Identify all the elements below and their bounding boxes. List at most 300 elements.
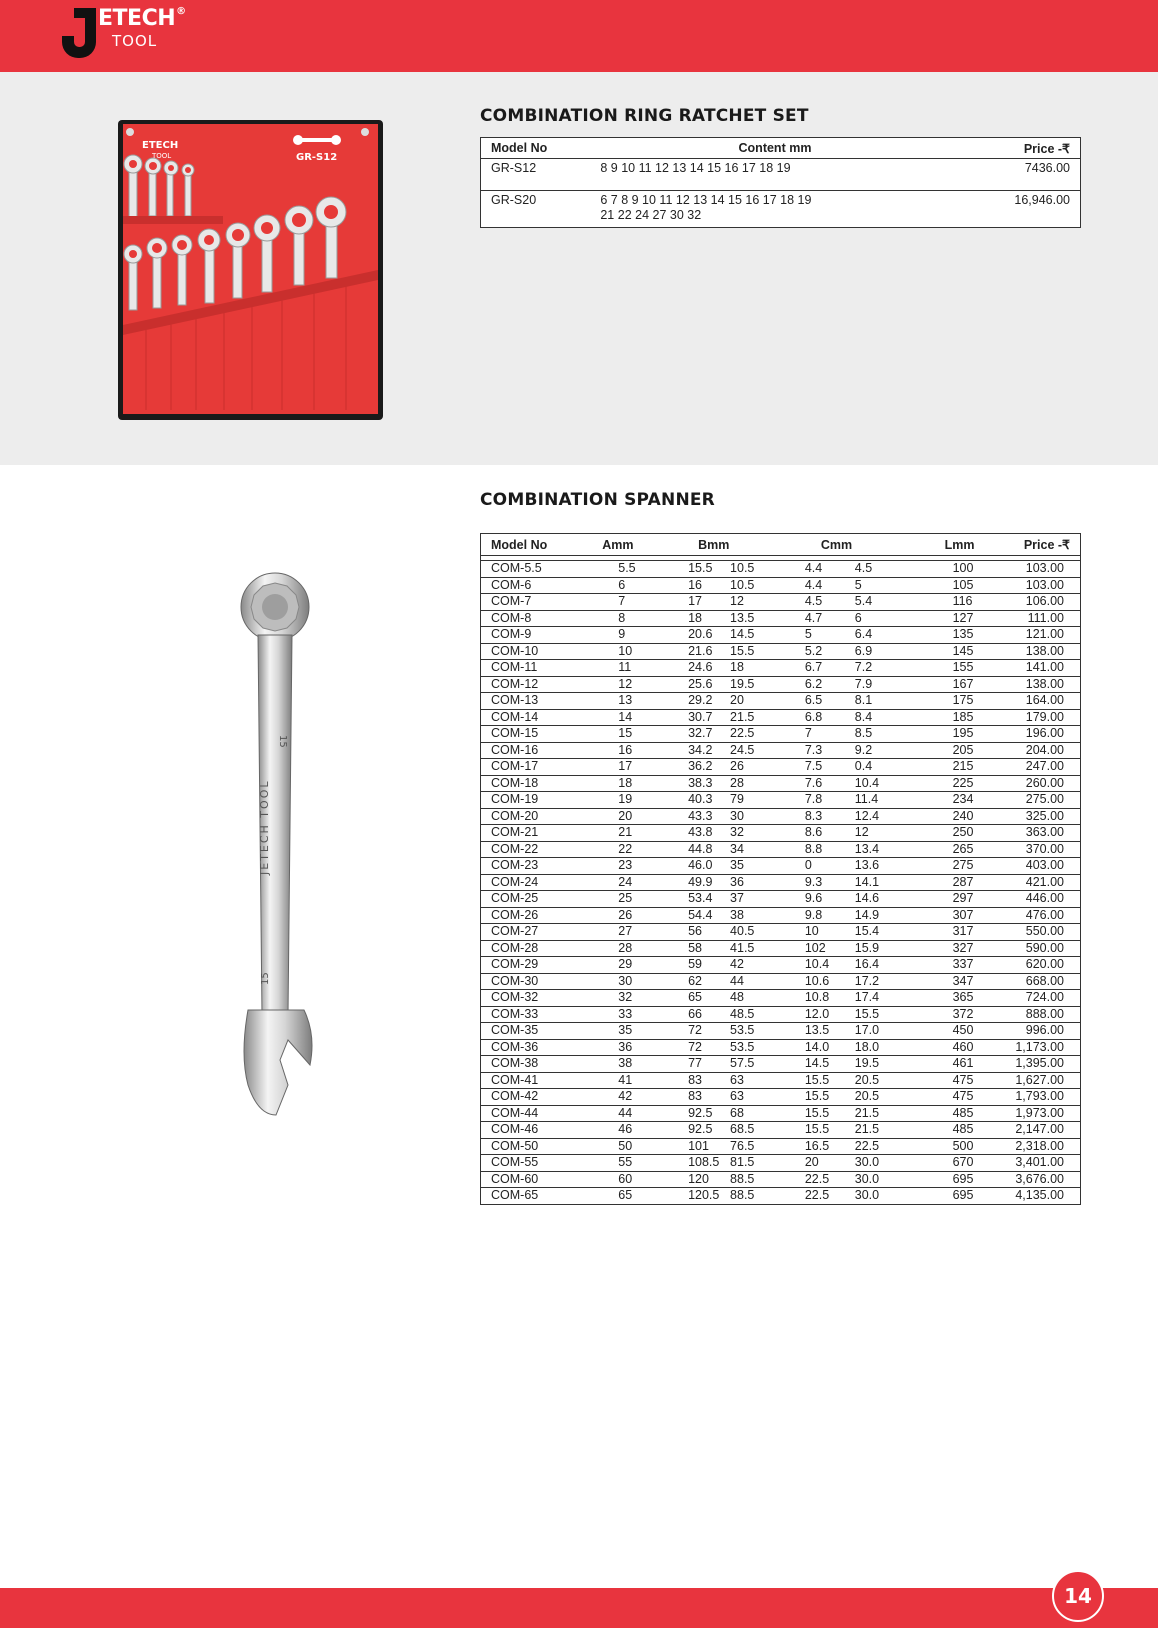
b2-cell: 34 — [724, 841, 801, 858]
b1-cell: 101 — [678, 1138, 724, 1155]
b1-cell: 38.3 — [678, 775, 724, 792]
c1-cell: 7.5 — [801, 759, 845, 776]
table-row — [481, 627, 1081, 644]
b2-cell: 42 — [724, 957, 801, 974]
c2-cell: 20.5 — [845, 1089, 925, 1106]
b2-cell: 57.5 — [724, 1056, 801, 1073]
price-cell: 1,973.00 — [995, 1105, 1081, 1122]
b2-cell: 24.5 — [724, 742, 801, 759]
l-cell: 372 — [925, 1006, 995, 1023]
c1-cell: 14.0 — [801, 1039, 845, 1056]
model-cell: COM-65 — [481, 1188, 599, 1205]
c1-cell: 4.7 — [801, 610, 845, 627]
col-c-header: Cmm — [801, 534, 925, 556]
price-cell: 2,318.00 — [995, 1138, 1081, 1155]
a-cell: 6 — [598, 577, 678, 594]
b2-cell: 15.5 — [724, 643, 801, 660]
brand-name: ETECH® — [98, 6, 186, 31]
l-cell: 475 — [925, 1072, 995, 1089]
b1-cell: 77 — [678, 1056, 724, 1073]
table-row — [481, 792, 1081, 809]
table-row — [481, 1072, 1081, 1089]
model-cell: COM-55 — [481, 1155, 599, 1172]
b1-cell: 25.6 — [678, 676, 724, 693]
table-row — [481, 1023, 1081, 1040]
l-cell: 307 — [925, 907, 995, 924]
price-cell: 668.00 — [995, 973, 1081, 990]
b2-cell: 13.5 — [724, 610, 801, 627]
model-cell: COM-7 — [481, 594, 599, 611]
l-cell: 116 — [925, 594, 995, 611]
col-model-header: Model No — [481, 534, 599, 556]
model-cell: COM-46 — [481, 1122, 599, 1139]
c1-cell: 20 — [801, 1155, 845, 1172]
l-cell: 167 — [925, 676, 995, 693]
b1-cell: 49.9 — [678, 874, 724, 891]
c2-cell: 6.4 — [845, 627, 925, 644]
c1-cell: 6.8 — [801, 709, 845, 726]
price-cell: 325.00 — [995, 808, 1081, 825]
b2-cell: 32 — [724, 825, 801, 842]
model-cell: COM-17 — [481, 759, 599, 776]
c2-cell: 20.5 — [845, 1072, 925, 1089]
c1-cell: 22.5 — [801, 1171, 845, 1188]
a-cell: 19 — [598, 792, 678, 809]
b1-cell: 20.6 — [678, 627, 724, 644]
c1-cell: 15.5 — [801, 1105, 845, 1122]
b2-cell: 19.5 — [724, 676, 801, 693]
price-cell: 260.00 — [995, 775, 1081, 792]
b2-cell: 68.5 — [724, 1122, 801, 1139]
a-cell: 25 — [598, 891, 678, 908]
c1-cell: 8.8 — [801, 841, 845, 858]
b1-cell: 65 — [678, 990, 724, 1007]
model-cell: COM-5.5 — [481, 561, 599, 578]
model-cell: COM-21 — [481, 825, 599, 842]
model-cell: COM-38 — [481, 1056, 599, 1073]
b2-cell: 20 — [724, 693, 801, 710]
a-cell: 10 — [598, 643, 678, 660]
a-cell: 28 — [598, 940, 678, 957]
c1-cell: 10.4 — [801, 957, 845, 974]
l-cell: 475 — [925, 1089, 995, 1106]
a-cell: 9 — [598, 627, 678, 644]
price-cell: 370.00 — [995, 841, 1081, 858]
b1-cell: 44.8 — [678, 841, 724, 858]
price-cell: 138.00 — [995, 676, 1081, 693]
b2-cell: 36 — [724, 874, 801, 891]
b1-cell: 43.8 — [678, 825, 724, 842]
table-row — [481, 643, 1081, 660]
content-line: 8 9 10 11 12 13 14 15 16 17 18 19 — [600, 161, 791, 175]
a-cell: 11 — [598, 660, 678, 677]
table-row — [481, 709, 1081, 726]
a-cell: 44 — [598, 1105, 678, 1122]
l-cell: 234 — [925, 792, 995, 809]
table-row — [481, 775, 1081, 792]
b2-cell: 88.5 — [724, 1188, 801, 1205]
table-row — [481, 1056, 1081, 1073]
content-line: 6 7 8 9 10 11 12 13 14 15 16 17 18 19 — [600, 193, 812, 207]
spanner-title: COMBINATION SPANNER — [480, 490, 715, 510]
price-cell: 141.00 — [995, 660, 1081, 677]
table-row — [481, 940, 1081, 957]
c2-cell: 10.4 — [845, 775, 925, 792]
l-cell: 365 — [925, 990, 995, 1007]
spanner-image — [218, 555, 328, 1125]
model-cell: COM-25 — [481, 891, 599, 908]
footer-bar — [0, 1588, 1158, 1628]
b1-cell: 56 — [678, 924, 724, 941]
table-row — [481, 660, 1081, 677]
c2-cell: 9.2 — [845, 742, 925, 759]
l-cell: 185 — [925, 709, 995, 726]
price-cell: 103.00 — [995, 561, 1081, 578]
b1-cell: 24.6 — [678, 660, 724, 677]
c2-cell: 21.5 — [845, 1122, 925, 1139]
b2-cell: 53.5 — [724, 1039, 801, 1056]
col-content-header: Content mm — [590, 138, 959, 159]
a-cell: 27 — [598, 924, 678, 941]
b1-cell: 59 — [678, 957, 724, 974]
price-cell: 3,401.00 — [995, 1155, 1081, 1172]
model-cell: COM-20 — [481, 808, 599, 825]
a-cell: 42 — [598, 1089, 678, 1106]
b1-cell: 66 — [678, 1006, 724, 1023]
price-cell: 403.00 — [995, 858, 1081, 875]
c1-cell: 12.0 — [801, 1006, 845, 1023]
model-cell: COM-26 — [481, 907, 599, 924]
model-cell: COM-35 — [481, 1023, 599, 1040]
c1-cell: 4.5 — [801, 594, 845, 611]
content-cell — [590, 191, 959, 228]
b2-cell: 10.5 — [724, 577, 801, 594]
c2-cell: 6.9 — [845, 643, 925, 660]
b2-cell: 18 — [724, 660, 801, 677]
c2-cell: 4.5 — [845, 561, 925, 578]
b1-cell: 40.3 — [678, 792, 724, 809]
b1-cell: 15.5 — [678, 561, 724, 578]
b1-cell: 43.3 — [678, 808, 724, 825]
c1-cell: 15.5 — [801, 1122, 845, 1139]
spanner-table — [480, 533, 1081, 1205]
a-cell: 33 — [598, 1006, 678, 1023]
price-cell: 204.00 — [995, 742, 1081, 759]
price-cell: 550.00 — [995, 924, 1081, 941]
model-cell: COM-13 — [481, 693, 599, 710]
c1-cell: 5 — [801, 627, 845, 644]
table-row — [481, 594, 1081, 611]
price-cell: 275.00 — [995, 792, 1081, 809]
model-cell: COM-11 — [481, 660, 599, 677]
c2-cell: 8.5 — [845, 726, 925, 743]
price-cell: 4,135.00 — [995, 1188, 1081, 1205]
c1-cell: 0 — [801, 858, 845, 875]
c2-cell: 19.5 — [845, 1056, 925, 1073]
c2-cell: 17.4 — [845, 990, 925, 1007]
l-cell: 317 — [925, 924, 995, 941]
a-cell: 55 — [598, 1155, 678, 1172]
a-cell: 65 — [598, 1188, 678, 1205]
c1-cell: 6.2 — [801, 676, 845, 693]
table-row — [481, 924, 1081, 941]
c1-cell: 10 — [801, 924, 845, 941]
price-cell: 446.00 — [995, 891, 1081, 908]
c1-cell: 15.5 — [801, 1072, 845, 1089]
b1-cell: 54.4 — [678, 907, 724, 924]
table-header-row — [481, 534, 1081, 556]
c2-cell: 8.1 — [845, 693, 925, 710]
c2-cell: 13.4 — [845, 841, 925, 858]
c1-cell: 102 — [801, 940, 845, 957]
b1-cell: 58 — [678, 940, 724, 957]
c1-cell: 7.6 — [801, 775, 845, 792]
model-cell: COM-36 — [481, 1039, 599, 1056]
l-cell: 225 — [925, 775, 995, 792]
wrench-engraving: JETECH TOOL — [258, 779, 271, 875]
table-row — [481, 957, 1081, 974]
b1-cell: 92.5 — [678, 1105, 724, 1122]
b2-cell: 21.5 — [724, 709, 801, 726]
page-number-badge: 14 — [1052, 1570, 1104, 1622]
table-row — [481, 1188, 1081, 1205]
c1-cell: 4.4 — [801, 561, 845, 578]
price-cell: 196.00 — [995, 726, 1081, 743]
model-cell: COM-44 — [481, 1105, 599, 1122]
a-cell: 5.5 — [598, 561, 678, 578]
price-cell: 138.00 — [995, 643, 1081, 660]
wrench-size-engraving: 15 — [260, 972, 271, 985]
table-row — [481, 191, 1081, 228]
c2-cell: 8.4 — [845, 709, 925, 726]
c1-cell: 9.6 — [801, 891, 845, 908]
b1-cell: 34.2 — [678, 742, 724, 759]
model-cell: COM-50 — [481, 1138, 599, 1155]
c2-cell: 15.9 — [845, 940, 925, 957]
model-cell: COM-27 — [481, 924, 599, 941]
model-cell: COM-6 — [481, 577, 599, 594]
table-row — [481, 561, 1081, 578]
table-row — [481, 808, 1081, 825]
price-cell: 111.00 — [995, 610, 1081, 627]
model-cell: COM-42 — [481, 1089, 599, 1106]
header-bar — [0, 0, 1158, 72]
c1-cell: 7.3 — [801, 742, 845, 759]
table-row — [481, 874, 1081, 891]
b2-cell: 48 — [724, 990, 801, 1007]
model-cell: COM-8 — [481, 610, 599, 627]
ratchet-set-table — [480, 137, 1081, 228]
b1-cell: 17 — [678, 594, 724, 611]
price-cell: 2,147.00 — [995, 1122, 1081, 1139]
table-row — [481, 159, 1081, 191]
b2-cell: 48.5 — [724, 1006, 801, 1023]
model-cell: COM-9 — [481, 627, 599, 644]
model-cell: COM-18 — [481, 775, 599, 792]
a-cell: 15 — [598, 726, 678, 743]
table-row — [481, 858, 1081, 875]
table-row — [481, 1171, 1081, 1188]
table-row — [481, 759, 1081, 776]
l-cell: 195 — [925, 726, 995, 743]
a-cell: 30 — [598, 973, 678, 990]
l-cell: 250 — [925, 825, 995, 842]
price-cell: 1,793.00 — [995, 1089, 1081, 1106]
c1-cell: 6.5 — [801, 693, 845, 710]
c2-cell: 14.9 — [845, 907, 925, 924]
a-cell: 29 — [598, 957, 678, 974]
table-row — [481, 907, 1081, 924]
model-cell: COM-24 — [481, 874, 599, 891]
c2-cell: 21.5 — [845, 1105, 925, 1122]
b2-cell: 14.5 — [724, 627, 801, 644]
c2-cell: 30.0 — [845, 1188, 925, 1205]
c2-cell: 30.0 — [845, 1171, 925, 1188]
model-cell: GR-S12 — [481, 159, 591, 191]
l-cell: 145 — [925, 643, 995, 660]
price-cell: 421.00 — [995, 874, 1081, 891]
l-cell: 485 — [925, 1122, 995, 1139]
model-cell: COM-10 — [481, 643, 599, 660]
l-cell: 485 — [925, 1105, 995, 1122]
c2-cell: 12 — [845, 825, 925, 842]
col-l-header: Lmm — [925, 534, 995, 556]
table-row — [481, 1039, 1081, 1056]
table-row — [481, 1138, 1081, 1155]
l-cell: 287 — [925, 874, 995, 891]
model-cell: COM-33 — [481, 1006, 599, 1023]
c1-cell: 8.6 — [801, 825, 845, 842]
content-line-2: 21 22 24 27 30 32 — [600, 208, 702, 222]
a-cell: 35 — [598, 1023, 678, 1040]
b2-cell: 68 — [724, 1105, 801, 1122]
model-cell: COM-12 — [481, 676, 599, 693]
model-cell: COM-16 — [481, 742, 599, 759]
table-row — [481, 577, 1081, 594]
c2-cell: 7.9 — [845, 676, 925, 693]
b2-cell: 63 — [724, 1072, 801, 1089]
pouch-brand-text: ETECH — [142, 140, 179, 151]
ratchet-set-image — [118, 120, 383, 420]
a-cell: 46 — [598, 1122, 678, 1139]
c2-cell: 14.6 — [845, 891, 925, 908]
c1-cell: 7.8 — [801, 792, 845, 809]
b1-cell: 18 — [678, 610, 724, 627]
a-cell: 20 — [598, 808, 678, 825]
c1-cell: 13.5 — [801, 1023, 845, 1040]
c1-cell: 9.8 — [801, 907, 845, 924]
table-row — [481, 726, 1081, 743]
model-cell: COM-28 — [481, 940, 599, 957]
l-cell: 240 — [925, 808, 995, 825]
l-cell: 105 — [925, 577, 995, 594]
b1-cell: 29.2 — [678, 693, 724, 710]
a-cell: 13 — [598, 693, 678, 710]
table-row — [481, 742, 1081, 759]
b1-cell: 120 — [678, 1171, 724, 1188]
price-cell: 179.00 — [995, 709, 1081, 726]
l-cell: 347 — [925, 973, 995, 990]
b2-cell: 44 — [724, 973, 801, 990]
l-cell: 275 — [925, 858, 995, 875]
price-cell: 106.00 — [995, 594, 1081, 611]
b1-cell: 36.2 — [678, 759, 724, 776]
l-cell: 337 — [925, 957, 995, 974]
model-cell: COM-23 — [481, 858, 599, 875]
price-cell: 7436.00 — [960, 159, 1081, 191]
col-model-header: Model No — [481, 138, 591, 159]
b2-cell: 76.5 — [724, 1138, 801, 1155]
l-cell: 205 — [925, 742, 995, 759]
b1-cell: 120.5 — [678, 1188, 724, 1205]
c2-cell: 30.0 — [845, 1155, 925, 1172]
b2-cell: 38 — [724, 907, 801, 924]
pouch-model-text: GR-S12 — [296, 152, 338, 163]
a-cell: 12 — [598, 676, 678, 693]
c1-cell: 14.5 — [801, 1056, 845, 1073]
a-cell: 17 — [598, 759, 678, 776]
price-cell: 247.00 — [995, 759, 1081, 776]
content-cell — [590, 159, 959, 191]
b1-cell: 21.6 — [678, 643, 724, 660]
a-cell: 23 — [598, 858, 678, 875]
table-row — [481, 610, 1081, 627]
l-cell: 175 — [925, 693, 995, 710]
table-row — [481, 1122, 1081, 1139]
model-cell: COM-15 — [481, 726, 599, 743]
price-cell: 363.00 — [995, 825, 1081, 842]
c1-cell: 6.7 — [801, 660, 845, 677]
model-cell: COM-32 — [481, 990, 599, 1007]
b1-cell: 62 — [678, 973, 724, 990]
price-cell: 164.00 — [995, 693, 1081, 710]
b2-cell: 53.5 — [724, 1023, 801, 1040]
b2-cell: 79 — [724, 792, 801, 809]
price-cell: 724.00 — [995, 990, 1081, 1007]
a-cell: 14 — [598, 709, 678, 726]
b1-cell: 53.4 — [678, 891, 724, 908]
l-cell: 695 — [925, 1171, 995, 1188]
price-cell: 1,395.00 — [995, 1056, 1081, 1073]
model-cell: COM-19 — [481, 792, 599, 809]
table-row — [481, 1105, 1081, 1122]
l-cell: 460 — [925, 1039, 995, 1056]
b1-cell: 30.7 — [678, 709, 724, 726]
b1-cell: 32.7 — [678, 726, 724, 743]
b2-cell: 40.5 — [724, 924, 801, 941]
table-row — [481, 693, 1081, 710]
a-cell: 32 — [598, 990, 678, 1007]
l-cell: 450 — [925, 1023, 995, 1040]
a-cell: 38 — [598, 1056, 678, 1073]
c2-cell: 7.2 — [845, 660, 925, 677]
c2-cell: 15.5 — [845, 1006, 925, 1023]
c2-cell: 14.1 — [845, 874, 925, 891]
model-cell: COM-22 — [481, 841, 599, 858]
l-cell: 135 — [925, 627, 995, 644]
b2-cell: 63 — [724, 1089, 801, 1106]
l-cell: 461 — [925, 1056, 995, 1073]
price-cell: 103.00 — [995, 577, 1081, 594]
a-cell: 22 — [598, 841, 678, 858]
wrench-size-engraving: 15 — [277, 735, 288, 748]
price-cell: 1,627.00 — [995, 1072, 1081, 1089]
c2-cell: 6 — [845, 610, 925, 627]
ratchet-set-title: COMBINATION RING RATCHET SET — [480, 106, 809, 126]
l-cell: 500 — [925, 1138, 995, 1155]
b2-cell: 12 — [724, 594, 801, 611]
b2-cell: 41.5 — [724, 940, 801, 957]
